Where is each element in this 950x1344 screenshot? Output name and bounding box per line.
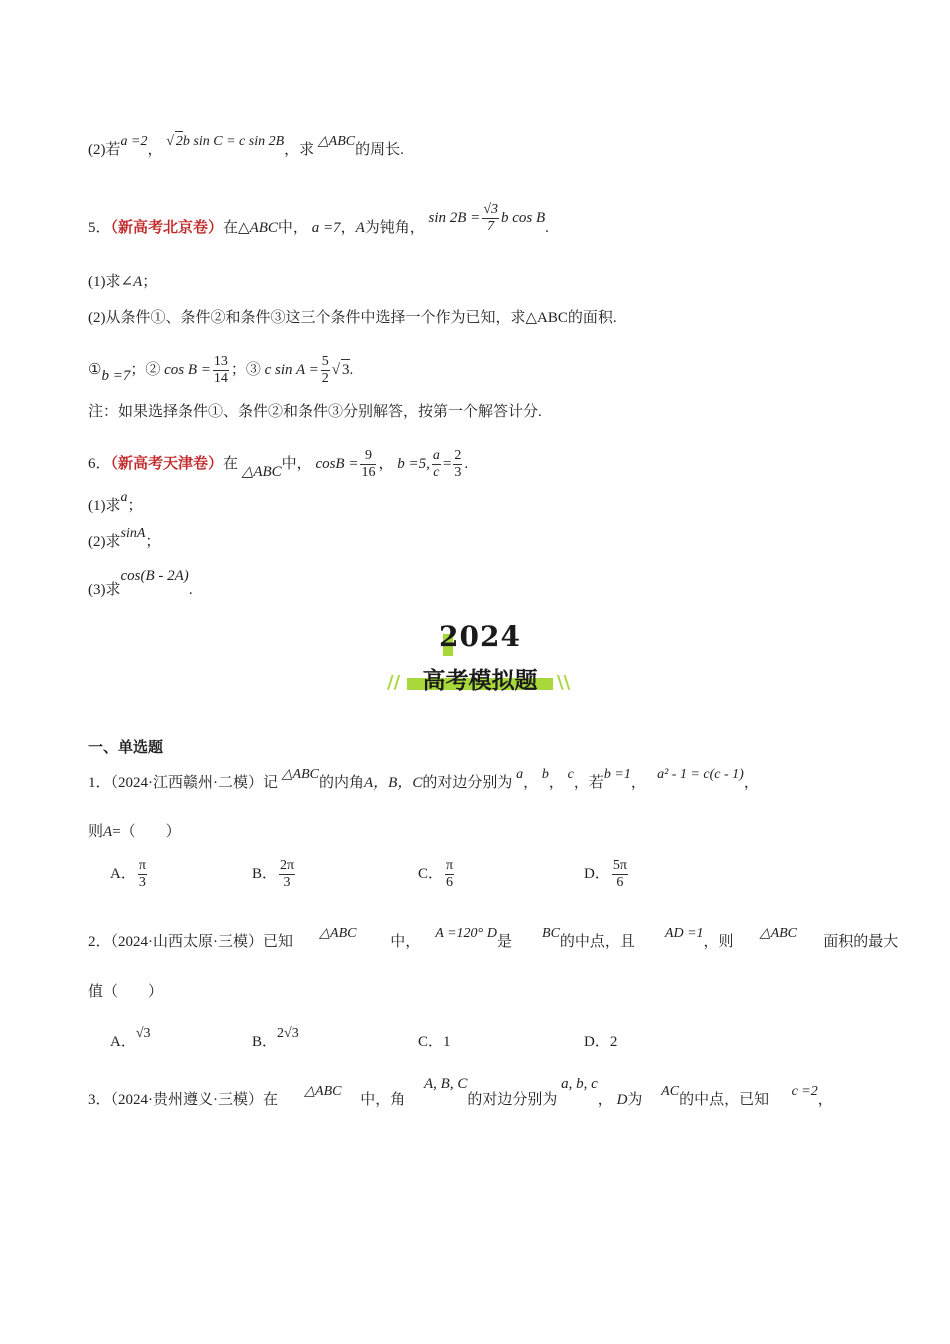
mc1-angles: A，B，C <box>364 775 423 791</box>
mc1-t1: 记 <box>263 775 279 791</box>
q5-text2: 中， <box>277 219 308 236</box>
q6-p1-end: ； <box>127 498 143 514</box>
q6-p1-text: (1)求 <box>88 498 121 514</box>
mc1-t5: ， <box>743 775 759 791</box>
section-banner <box>385 620 575 700</box>
q5-cond-sep2: ；③ <box>230 361 261 378</box>
q5-end: . <box>545 219 549 236</box>
section-title: 一、单选题 <box>88 738 164 756</box>
q6-cos-num: 9 <box>360 448 376 465</box>
mc3-d: D <box>616 1092 628 1108</box>
banner-right-mark: \\ <box>557 672 571 693</box>
q5-stem <box>88 202 549 245</box>
q5-cond1-mark: ① <box>88 361 102 378</box>
mc2-bc: BC <box>542 926 560 941</box>
q5-text1: 在△ <box>223 219 250 236</box>
q4-part2-prefix: (2)若 <box>88 142 121 158</box>
q4-part2 <box>88 134 404 161</box>
mc3-triangle: △ABC <box>304 1084 342 1099</box>
option-value: 2√3 <box>277 1026 299 1041</box>
q5-cond-end: . <box>349 361 354 378</box>
mc2-line2: 值（ ） <box>88 984 164 1000</box>
q5-note: 注：如果选择条件①、条件②和条件③分别解答，按第一个解答计分. <box>88 404 542 420</box>
mc1-number: 1． <box>88 775 111 791</box>
mc1-a: a <box>516 767 524 782</box>
mc3-c: c =2 <box>791 1084 818 1099</box>
mc1-line2 <box>88 822 181 842</box>
q6-b: b =5, <box>397 455 430 472</box>
q5-cond1: b =7 <box>101 367 131 384</box>
mc3-source: （2024·贵州遵义·三模） <box>110 1092 264 1108</box>
mc1-option-c[interactable] <box>418 858 456 891</box>
mc2-ad: AD =1 <box>664 926 704 941</box>
q6-part2 <box>88 526 161 553</box>
q4-tail: 的周长. <box>355 142 404 158</box>
q5-text4: 为钝角， <box>364 219 425 236</box>
q5-cond3-num: 5 <box>321 354 329 369</box>
q5-a-eq: a =7 <box>311 219 341 236</box>
option-value: 2 <box>609 1034 618 1050</box>
mc3-t2: 中，角 <box>360 1092 406 1108</box>
option-num: π <box>446 858 454 873</box>
option-value: 1 <box>443 1034 451 1050</box>
q4-a-eq: a =2 <box>120 134 148 149</box>
mc3-sides: a, b, c <box>561 1076 598 1092</box>
q5-part1-end: ； <box>142 274 158 290</box>
mc3-t5: 为 <box>627 1092 643 1108</box>
mc3-t3: 的对边分别为 <box>467 1092 558 1108</box>
q6-end: . <box>464 455 469 472</box>
mc2-t4: 的中点，且 <box>559 934 635 950</box>
q5-number: 5． <box>88 219 111 236</box>
option-label: A． <box>110 865 136 882</box>
option-den: 6 <box>616 875 624 890</box>
q6-ac-den: c <box>433 465 440 480</box>
q6-text1: 在 <box>223 455 239 472</box>
q5-cond2-num: 13 <box>213 354 228 369</box>
q5-source: （新高考北京卷） <box>110 219 224 236</box>
q6-p2-text: (2)求 <box>88 534 121 550</box>
q6-number: 6． <box>88 455 111 472</box>
q5-angle-a: A <box>355 219 365 236</box>
q5-cond-sep: ；② <box>130 361 161 378</box>
mc1-option-a[interactable] <box>110 858 149 891</box>
q4-sep: ， <box>147 142 163 158</box>
option-num: 5π <box>612 858 627 873</box>
q6-triangle: △ABC <box>241 463 282 480</box>
q5-cond2-den: 14 <box>213 371 228 386</box>
q5-conditions: ①b =7；② cos B = $\frac{13}{14}$ ；③ c sin A = $\frac{5}{2}$ √ 3. <box>88 354 354 386</box>
q5-cond3: c sin A = <box>264 361 319 378</box>
banner-year: 2024 <box>439 620 521 653</box>
q6-source: （新高考天津卷） <box>110 455 224 472</box>
mc2-stem <box>88 926 899 953</box>
option-label: C． <box>418 1034 444 1050</box>
q6-cos-den: 16 <box>361 465 376 480</box>
mc2-angle: A =120° <box>435 926 484 941</box>
mc3-t4: ， <box>597 1092 613 1108</box>
option-den: 6 <box>446 875 454 890</box>
mc2-number: 2． <box>88 934 111 950</box>
q6-p2-end: ； <box>145 534 161 550</box>
mc2-option-a[interactable] <box>110 1026 151 1051</box>
q5-cond3-den: 2 <box>321 371 329 386</box>
mc3-t6: 的中点，已知 <box>679 1092 770 1108</box>
q5-abc: ABC <box>249 219 278 236</box>
mc2-t6: 面积的最大 <box>823 934 899 950</box>
q6-eq: = <box>442 455 452 472</box>
option-den: 3 <box>283 875 291 890</box>
mc2-option-c[interactable] <box>418 1030 451 1051</box>
mc1-comma1: ， <box>523 775 539 791</box>
banner-left-mark: // <box>387 672 401 693</box>
q5-part2: (2)从条件①、条件②和条件③这三个条件中选择一个作为已知，求△ABC的面积. <box>88 310 617 326</box>
mc1-equation: a² - 1 = c(c - 1) <box>657 767 744 782</box>
mc1-line2-end: =（ ） <box>112 824 181 840</box>
q5-part1-text: (1)求∠ <box>88 274 134 290</box>
option-num: 2π <box>280 858 295 873</box>
mc3-angles: A, B, C <box>424 1076 468 1092</box>
mc1-stem <box>88 767 759 794</box>
q6-text2: 中， <box>281 455 312 472</box>
mc1-triangle: △ABC <box>281 767 319 782</box>
option-label: D． <box>584 865 610 882</box>
mc1-line2-text: 则 <box>88 824 104 840</box>
q6-cos: cosB = <box>315 455 359 472</box>
mc1-c: c <box>567 767 574 782</box>
q4-equation: √ 2b sin C = c sin 2B <box>166 134 284 149</box>
q5-part1-a: A <box>133 274 143 290</box>
q4-ask: ，求 <box>284 142 315 158</box>
mc2-triangle2: △ABC <box>759 926 798 941</box>
mc3-number: 3． <box>88 1092 111 1108</box>
q5-cond2: cos B = <box>164 361 211 378</box>
option-label: C． <box>418 865 444 882</box>
q5-frac-den: 7 <box>487 219 495 234</box>
mc2-t3: 是 <box>497 934 513 950</box>
mc2-option-d[interactable] <box>584 1030 617 1051</box>
mc2-t2: 中， <box>390 934 421 950</box>
q6-part3 <box>88 568 193 600</box>
q5-cond3-root: 3 <box>341 359 350 380</box>
option-den: 3 <box>138 875 146 890</box>
q6-p3-var: cos(B - 2A) <box>120 568 189 584</box>
q6-p3-end: . <box>188 582 193 598</box>
option-label: B． <box>252 865 278 882</box>
q6-r-num: 2 <box>454 448 462 463</box>
mc3-t7: ， <box>817 1092 833 1108</box>
mc2-option-b[interactable] <box>252 1026 299 1051</box>
q6-p1-var: a <box>120 490 128 505</box>
option-label: D． <box>584 1034 610 1050</box>
mc2-t5: ，则 <box>703 934 734 950</box>
mc1-source: （2024·江西赣州·二模） <box>110 775 264 791</box>
mc3-stem <box>88 1076 833 1111</box>
mc1-option-d[interactable] <box>584 858 630 891</box>
mc2-t1: 已知 <box>263 934 294 950</box>
q6-stem: 6．（新高考天津卷）在 △ABC中， cosB = $\frac{9}{16}$ ， b =5, $\frac{a}{c}$ = $\frac{2}{3}$ . <box>88 448 469 480</box>
mc1-comma2: ， <box>548 775 564 791</box>
q5-frac-num: √3 <box>483 202 498 217</box>
q6-r-den: 3 <box>454 465 462 480</box>
mc3-ac: AC <box>661 1084 680 1099</box>
option-label: A． <box>110 1034 136 1050</box>
mc1-b-eq: b =1 <box>603 767 631 782</box>
q6-p3-text: (3)求 <box>88 582 121 598</box>
q6-p2-var: sinA <box>120 526 146 541</box>
mc2-d: D <box>486 926 497 941</box>
mc1-comma3: ， <box>630 775 646 791</box>
banner-title: 高考模拟题 <box>422 668 538 694</box>
option-num: π <box>138 858 146 873</box>
mc1-t3: 的对边分别为 <box>422 775 513 791</box>
mc1-t4: ，若 <box>573 775 604 791</box>
q4-triangle: △ABC <box>317 134 356 149</box>
q5-part1 <box>88 272 157 292</box>
mc1-option-b[interactable] <box>252 858 297 891</box>
option-value: √3 <box>135 1026 151 1041</box>
mc1-b: b <box>541 767 549 782</box>
mc1-line2-a: A <box>103 824 113 840</box>
q6-part1 <box>88 490 143 517</box>
option-label: B． <box>252 1034 278 1050</box>
mc2-triangle: △ABC <box>319 926 357 941</box>
q5-equation: sin 2B = $\frac{√3}{7}$ b cos B <box>428 202 546 234</box>
mc3-t1: 在 <box>263 1092 279 1108</box>
q6-ac-num: a <box>432 448 440 463</box>
q5-text3: ， <box>340 219 356 236</box>
mc2-source: （2024·山西太原·三模） <box>110 934 264 950</box>
mc1-t2: 的内角 <box>319 775 365 791</box>
